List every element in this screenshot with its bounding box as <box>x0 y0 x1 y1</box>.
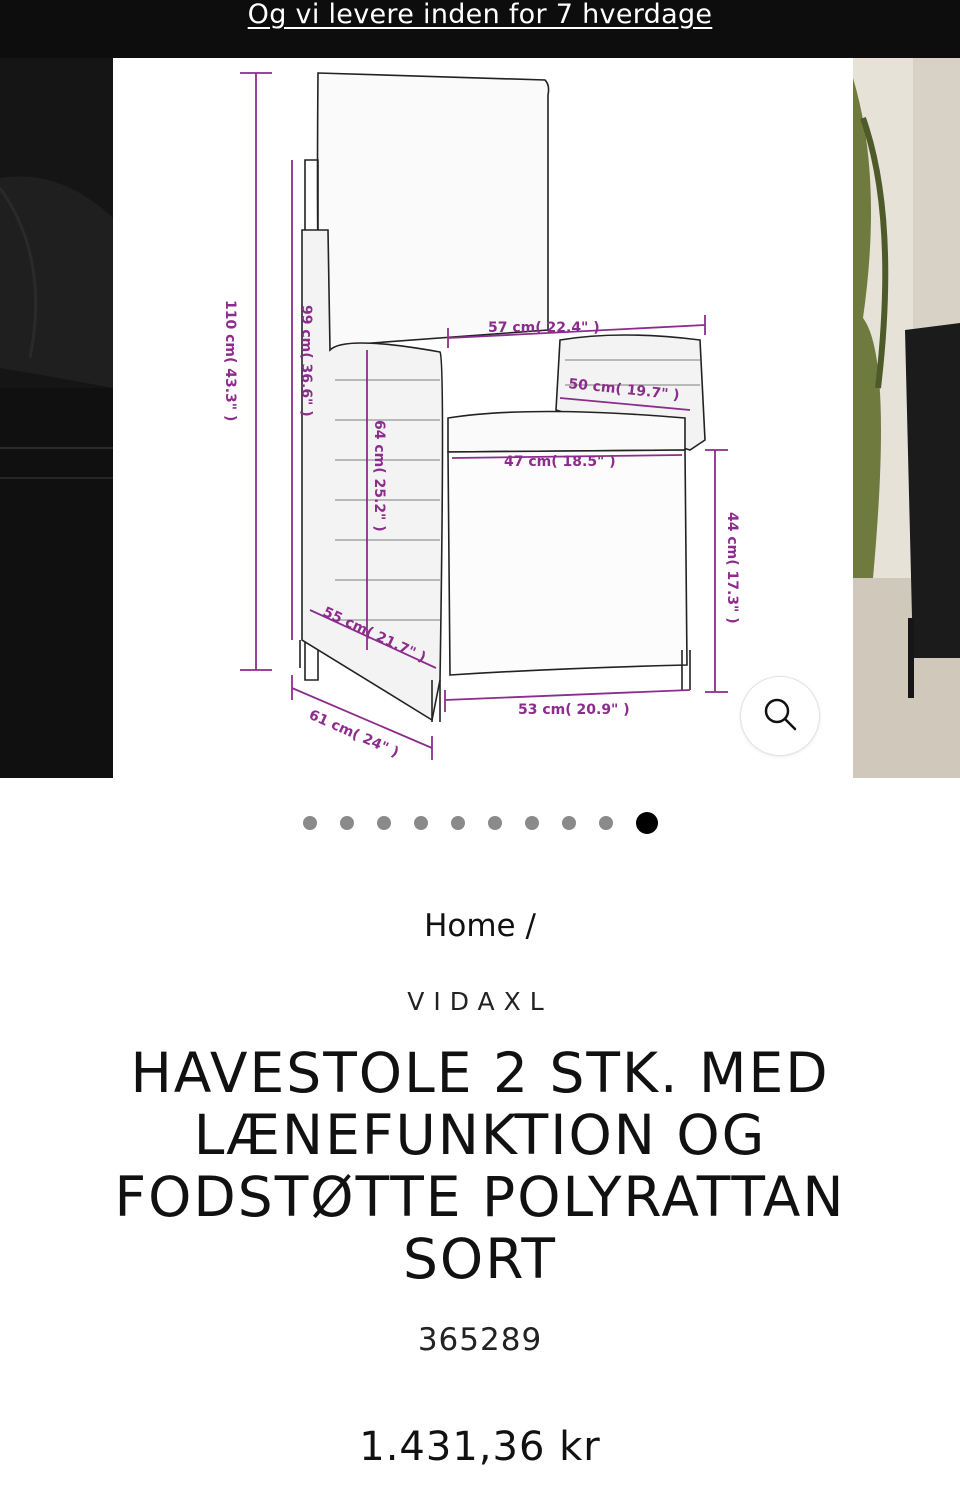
product-sku: 365289 <box>417 1322 543 1358</box>
dimension-side-depth: 55 cm( 21.7" ) <box>320 604 429 666</box>
slide-dot[interactable] <box>451 816 465 830</box>
slide-dot[interactable] <box>562 816 576 830</box>
dimension-width-total: 57 cm( 22.4" ) <box>488 320 600 336</box>
product-title: HAVESTOLE 2 STK. MED LÆNEFUNKTION OG FODSTØTTE POLYRATTAN SORT <box>114 1041 846 1291</box>
dimension-height-back: 99 cm( 36.6" ) <box>298 305 314 417</box>
slide-dot[interactable] <box>340 816 354 830</box>
dimension-drawing-image[interactable] <box>113 58 853 778</box>
product-gallery[interactable] <box>0 58 960 778</box>
dimension-height-arm: 64 cm( 25.2" ) <box>371 420 387 532</box>
slide-dot[interactable] <box>525 816 539 830</box>
dimension-arm-depth: 50 cm( 19.7" ) <box>567 376 681 404</box>
magnifier-icon <box>761 695 799 737</box>
breadcrumb-home-link[interactable]: Home <box>424 908 516 944</box>
next-slide-image[interactable] <box>853 58 960 778</box>
slide-pagination <box>0 778 960 868</box>
slide-dot[interactable] <box>414 816 428 830</box>
slide-dot[interactable] <box>303 816 317 830</box>
slide-dot-active[interactable] <box>636 812 658 834</box>
announcement-bar <box>0 0 960 58</box>
breadcrumb-separator: / <box>525 908 536 944</box>
announcement-link[interactable]: Og vi levere inden for 7 hverdage <box>247 0 713 30</box>
slide-dot[interactable] <box>488 816 502 830</box>
product-vendor: VIDAXL <box>407 987 553 1016</box>
dimension-height-total: 110 cm( 43.3" ) <box>222 300 238 422</box>
slide-dot[interactable] <box>599 816 613 830</box>
previous-slide-image[interactable] <box>0 58 113 778</box>
dimension-seat-height: 44 cm( 17.3" ) <box>724 512 740 624</box>
dimension-seat-width: 47 cm( 18.5" ) <box>504 454 616 470</box>
product-price: 1.431,36 kr <box>359 1424 601 1470</box>
dimension-front-width: 53 cm( 20.9" ) <box>518 702 630 718</box>
zoom-button[interactable] <box>740 676 820 756</box>
breadcrumb <box>0 908 960 953</box>
dimension-depth: 61 cm( 24" ) <box>306 707 402 761</box>
slide-dot[interactable] <box>377 816 391 830</box>
